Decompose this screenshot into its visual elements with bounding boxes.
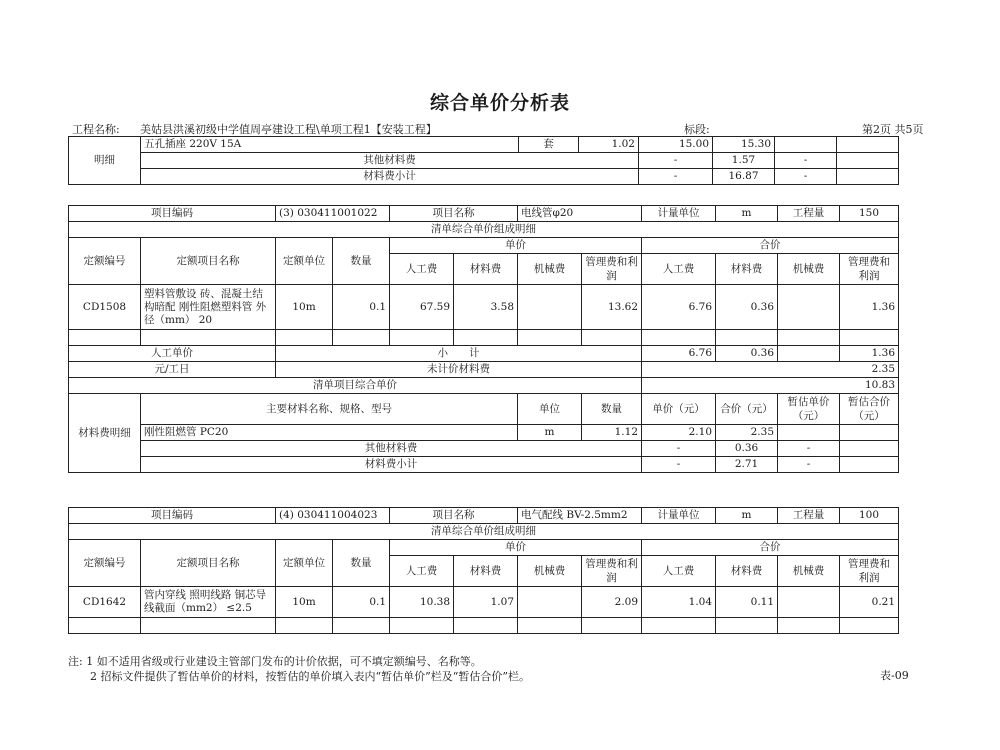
- item4-name-label: 项目名称: [390, 508, 518, 524]
- item4-t-material-header: 材料费: [716, 556, 778, 587]
- material-subtotal-est-2: -: [778, 457, 840, 473]
- detail-caption: 清单综合单价组成明细: [69, 222, 899, 238]
- material-subtotal-label-2: 材料费小计: [141, 457, 642, 473]
- quota-labor: 67.59: [390, 285, 454, 330]
- item4-quota-t-mgmt: 0.21: [840, 587, 899, 618]
- other-material-label-2: 其他材料费: [141, 441, 642, 457]
- composite-price-label: 清单项目综合单价: [69, 378, 642, 394]
- item4-quota-amount: 0.1: [333, 587, 390, 618]
- page-info: 第2页 共5页: [862, 123, 924, 136]
- mat-price-header: 单价（元）: [642, 394, 716, 425]
- quota-name: 塑料管敷设 砖、混凝土结构暗配 刚性阻燃塑料管 外径（mm） 20: [141, 285, 276, 330]
- item4-quota-name: 管内穿线 照明线路 铜芯导线截面（mm2） ≤2.5: [141, 587, 276, 618]
- quota-t-labor: 6.76: [642, 285, 716, 330]
- material-price: 15.00: [639, 137, 713, 153]
- item4-t-mgmt-header: 管理费和利润: [840, 556, 899, 587]
- t-machine-header: 机械费: [778, 254, 840, 285]
- material-subtotal-total-2: 2.71: [716, 457, 778, 473]
- main-material-header: 主要材料名称、规格、型号: [141, 394, 518, 425]
- item4-quota-unit-header: 定额单位: [276, 540, 333, 587]
- other-material-price-2: -: [642, 441, 716, 457]
- item-quantity: 150: [840, 206, 899, 222]
- material-subtotal-label: 材料费小计: [141, 169, 639, 185]
- other-material-price: -: [639, 153, 713, 169]
- item4-unit-label: 计量单位: [642, 508, 716, 524]
- t-mgmt-header: 管理费和利润: [840, 254, 899, 285]
- total-price-header: 合价: [642, 238, 899, 254]
- item4-material-header: 材料费: [454, 556, 518, 587]
- quota-code: CD1508: [69, 285, 141, 330]
- item4-quota-code-header: 定额编号: [69, 540, 141, 587]
- subtotal-label: 小 计: [276, 346, 642, 362]
- item4-quota-code: CD1642: [69, 587, 141, 618]
- quota-material: 3.58: [454, 285, 518, 330]
- material-total: 15.30: [713, 137, 775, 153]
- unit-price-header: 单价: [390, 238, 642, 254]
- other-material-total-2: 0.36: [716, 441, 778, 457]
- material-subtotal-price: -: [639, 169, 713, 185]
- other-material-total: 1.57: [713, 153, 775, 169]
- quota-t-mgmt: 1.36: [840, 285, 899, 330]
- labor-header: 人工费: [390, 254, 454, 285]
- mat-unit-header: 单位: [518, 394, 582, 425]
- subtotal-labor: 6.76: [642, 346, 716, 362]
- material-name: 五孔插座 220V 15A: [141, 137, 519, 153]
- material-header: 材料费: [454, 254, 518, 285]
- item4-amount-header: 数量: [333, 540, 390, 587]
- item-code: (3) 030411001022: [276, 206, 390, 222]
- item4-quota-machine: [518, 587, 582, 618]
- item4-code: (4) 030411004023: [276, 508, 390, 524]
- detail-label: 明细: [69, 137, 141, 185]
- quota-machine: [518, 285, 582, 330]
- quantity-label: 工程量: [778, 206, 840, 222]
- item4-t-machine-header: 机械费: [778, 556, 840, 587]
- quota-unit: 10m: [276, 285, 333, 330]
- t-material-header: 材料费: [716, 254, 778, 285]
- section-label: 标段:: [684, 123, 710, 136]
- item4-quota-t-material: 0.11: [716, 587, 778, 618]
- subtotal-machine: [778, 346, 840, 362]
- other-material-est-2: -: [778, 441, 840, 457]
- item-name: 电线管φ20: [518, 206, 642, 222]
- top-material-block: [68, 136, 899, 185]
- project-name: 美姑县洪溪初级中学值周亭建设工程\单项工程1【安装工程】: [140, 123, 437, 136]
- quota-unit-header: 定额单位: [276, 238, 333, 285]
- material-qty: 1.02: [579, 137, 639, 153]
- item4-quantity-label: 工程量: [778, 508, 840, 524]
- item4-mgmt-header: 管理费和利润: [582, 556, 642, 587]
- item4-quota-t-labor: 1.04: [642, 587, 716, 618]
- mat-unit: m: [518, 425, 582, 441]
- quota-t-material: 0.36: [716, 285, 778, 330]
- mat-total: 2.35: [716, 425, 778, 441]
- item-code-label: 项目编码: [69, 206, 276, 222]
- quota-mgmt: 13.62: [582, 285, 642, 330]
- machine-header: 机械费: [518, 254, 582, 285]
- item4-machine-header: 机械费: [518, 556, 582, 587]
- form-number: 表-09: [880, 669, 909, 682]
- item4-unit-price-header: 单价: [390, 540, 642, 556]
- item4-t-labor-header: 人工费: [642, 556, 716, 587]
- mgmt-header: 管理费和利润: [582, 254, 642, 285]
- material-subtotal-price-2: -: [642, 457, 716, 473]
- composite-price-value: 10.83: [642, 378, 899, 394]
- unit-label: 计量单位: [642, 206, 716, 222]
- quota-t-machine: [778, 285, 840, 330]
- item4-quota-labor: 10.38: [390, 587, 454, 618]
- other-material-est: -: [775, 153, 837, 169]
- quota-name-header: 定额项目名称: [141, 238, 276, 285]
- item-name-label: 项目名称: [390, 206, 518, 222]
- material-subtotal-est: -: [775, 169, 837, 185]
- subtotal-material: 0.36: [716, 346, 778, 362]
- item4-quantity: 100: [840, 508, 899, 524]
- item4-quota-t-machine: [778, 587, 840, 618]
- material-subtotal-total: 16.87: [713, 169, 775, 185]
- item4-unit: m: [716, 508, 778, 524]
- est-price-header: 暂估单价（元）: [778, 394, 840, 425]
- item4-labor-header: 人工费: [390, 556, 454, 587]
- unpriced-material-label: 未计价材料费: [276, 362, 642, 378]
- est-total-header: 暂估合价（元）: [840, 394, 899, 425]
- item4-detail-caption: 清单综合单价组成明细: [69, 524, 899, 540]
- item4-quota-unit: 10m: [276, 587, 333, 618]
- item3-table: [68, 205, 899, 473]
- other-material-label: 其他材料费: [141, 153, 639, 169]
- item4-table: [68, 507, 899, 634]
- note-1: 1 如不适用省级或行业建设主管部门发布的计价依据，可不填定额编号、名称等。: [86, 655, 482, 668]
- subtotal-mgmt: 1.36: [840, 346, 899, 362]
- footnotes: [68, 654, 530, 684]
- t-labor-header: 人工费: [642, 254, 716, 285]
- material-detail-label: 材料费明细: [69, 394, 141, 473]
- mat-qty: 1.12: [582, 425, 642, 441]
- quota-amount: 0.1: [333, 285, 390, 330]
- amount-header: 数量: [333, 238, 390, 285]
- item4-quota-mgmt: 2.09: [582, 587, 642, 618]
- unpriced-material-value: 2.35: [642, 362, 899, 378]
- item4-quota-name-header: 定额项目名称: [141, 540, 276, 587]
- notes-label: 注:: [68, 655, 83, 668]
- item-unit: m: [716, 206, 778, 222]
- note-2: 2 招标文件提供了暂估单价的材料，按暂估的单价填入表内“暂估单价”栏及“暂估合价”栏。: [90, 670, 530, 683]
- item4-code-label: 项目编码: [69, 508, 276, 524]
- page-title: 综合单价分析表: [429, 92, 570, 114]
- mat-total-header: 合价（元）: [716, 394, 778, 425]
- item4-name: 电气配线 BV-2.5mm2: [518, 508, 642, 524]
- labor-unit-price-label: 人工单价: [69, 346, 276, 362]
- mat-price: 2.10: [642, 425, 716, 441]
- item4-total-price-header: 合价: [642, 540, 899, 556]
- per-day-label: 元/工日: [69, 362, 276, 378]
- mat-qty-header: 数量: [582, 394, 642, 425]
- quota-code-header: 定额编号: [69, 238, 141, 285]
- item4-quota-material: 1.07: [454, 587, 518, 618]
- material-unit: 套: [519, 137, 579, 153]
- mat-name: 刚性阻燃管 PC20: [141, 425, 518, 441]
- project-label: 工程名称:: [72, 123, 120, 136]
